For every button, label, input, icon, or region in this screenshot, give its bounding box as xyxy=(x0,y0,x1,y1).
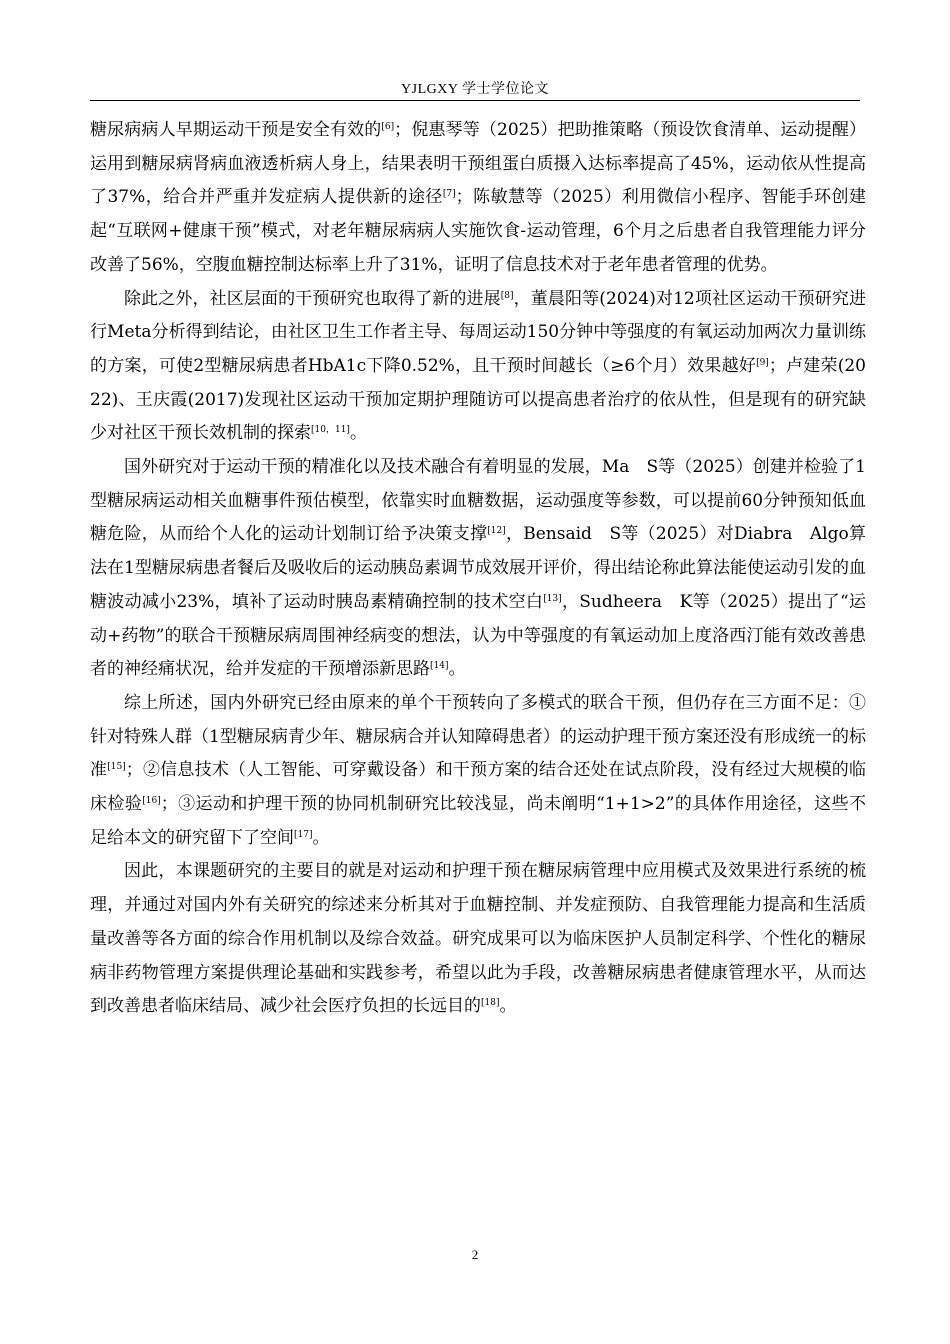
body-text xyxy=(90,114,866,1024)
citation-ref: [8] xyxy=(500,290,514,301)
citation-ref: [14] xyxy=(430,661,449,672)
citation-ref: [9] xyxy=(756,357,769,368)
citation-ref: [17] xyxy=(294,829,313,840)
text-run: ；倪惠琴等（2025）把助推策略（预设饮食清单、运动提醒）运用到糖尿病肾病血液透析病人身上，结果表明干预组蛋白质摄入达标率提高了45%，运动依从性提高了37%，给合并严重并发症病人提供新的途径 xyxy=(90,120,866,208)
citation-ref: [18] xyxy=(481,998,500,1009)
text-run: 。 xyxy=(499,996,517,1017)
text-run: 糖尿病病人早期运动干预是安全有效的 xyxy=(90,120,382,140)
paragraph xyxy=(90,114,866,283)
text-run: ，董晨阳等(2024)对12项社区运动干预研究进行Meta分析得到结论，由社区卫生工作者主导、每周运动150分钟中等强度的有氧运动加两次力量训练的方案，可使2型糖尿病患者HbA1c下降0.52%，且干预时间越长（≥6个月）效果越好 xyxy=(90,288,866,376)
text-run: 。 xyxy=(312,827,330,848)
page-header-title: YJLGXY 学士学位论文 xyxy=(401,82,549,97)
text-run: ，Bensaid S等（2025）对Diabra Algo算法在1型糖尿病患者餐后及吸收后的运动胰岛素调节成效展开评价，得出结论称此算法能使运动引发的血糖波动减小23%，填补了运动时胰岛素精确控制的技术空白 xyxy=(90,524,866,612)
citation-ref: [7] xyxy=(442,189,456,200)
text-run: 因此，本课题研究的主要目的就是对运动和护理干预在糖尿病管理中应用模式及效果进行系统的梳理，并通过对国内外有关研究的综述来分析其对于血糖控制、并发症预防、自我管理能力提高和生活质量改善等各方面的综合作用机制以及综合效益。研究成果可以为临床医护人员制定科学、个性化的糖尿病非药物管理方案提供理论基础和实践参考，希望以此为手段，改善糖尿病患者健康管理水平，从而达到改善患者临床结局、减少社会医疗负担的长远目的 xyxy=(90,861,866,1017)
paragraph xyxy=(90,283,866,452)
text-run: 除此之外，社区层面的干预研究也取得了新的进展 xyxy=(124,288,501,309)
citation-ref: [16] xyxy=(142,796,161,807)
citation-ref: [13] xyxy=(543,593,562,604)
text-run: 国外研究对于运动干预的精准化以及技术融合有着明显的发展，Ma S等（2025）创建并检验了1型糖尿病运动相关血糖事件预估模型，依靠实时血糖数据，运动强度等参数，可以提前60分钟预知低血糖危险，从而给个人化的运动计划制订给予决策支撑 xyxy=(90,457,866,545)
citation-ref: [15] xyxy=(107,762,126,773)
paragraph xyxy=(90,855,866,1024)
text-run: ；陈敏慧等（2025）利用微信小程序、智能手环创建起“互联网+健康干预”模式，对老年糖尿病病人实施饮食-运动管理，6个月之后患者自我管理能力评分改善了56%，空腹血糖控制达标率上升了31%，证明了信息技术对于老年患者管理的优势。 xyxy=(90,187,866,275)
paragraph xyxy=(90,687,866,856)
text-run: ；卢建荣(2022)、王庆霞(2017)发现社区运动干预加定期护理随访可以提高患者治疗的依从性，但是现有的研究缺少对社区干预长效机制的探索 xyxy=(90,355,867,444)
text-run: 。 xyxy=(448,659,466,680)
paragraph xyxy=(90,451,866,687)
text-run: 。 xyxy=(349,423,367,444)
header-divider xyxy=(90,100,860,101)
text-run: ；②信息技术（人工智能、可穿戴设备）和干预方案的结合还处在试点阶段，没有经过大规模的临床检验 xyxy=(90,760,867,815)
text-run: ；③运动和护理干预的协同机制研究比较浅显，尚未阐明“1+1>2”的具体作用途径，这些不足给本文的研究留下了空间 xyxy=(90,794,866,848)
citation-ref: [12] xyxy=(487,526,506,537)
citation-ref: [6] xyxy=(381,122,395,132)
citation-ref: [10，11] xyxy=(311,425,350,436)
text-run: 综上所述，国内外研究已经由原来的单个干预转向了多模式的联合干预，但仍存在三方面不足：①针对特殊人群（1型糖尿病青少年、糖尿病合并认知障碍患者）的运动护理干预方案还没有形成统一的标准 xyxy=(90,692,866,781)
page-number: 2 xyxy=(471,1247,479,1262)
text-run: ，Sudheera K等（2025）提出了“运动+药物”的联合干预糖尿病周围神经病变的想法，认为中等强度的有氧运动加上度洛西汀能有效改善患者的神经痛状况，给并发症的干预增添新思路 xyxy=(90,591,866,680)
